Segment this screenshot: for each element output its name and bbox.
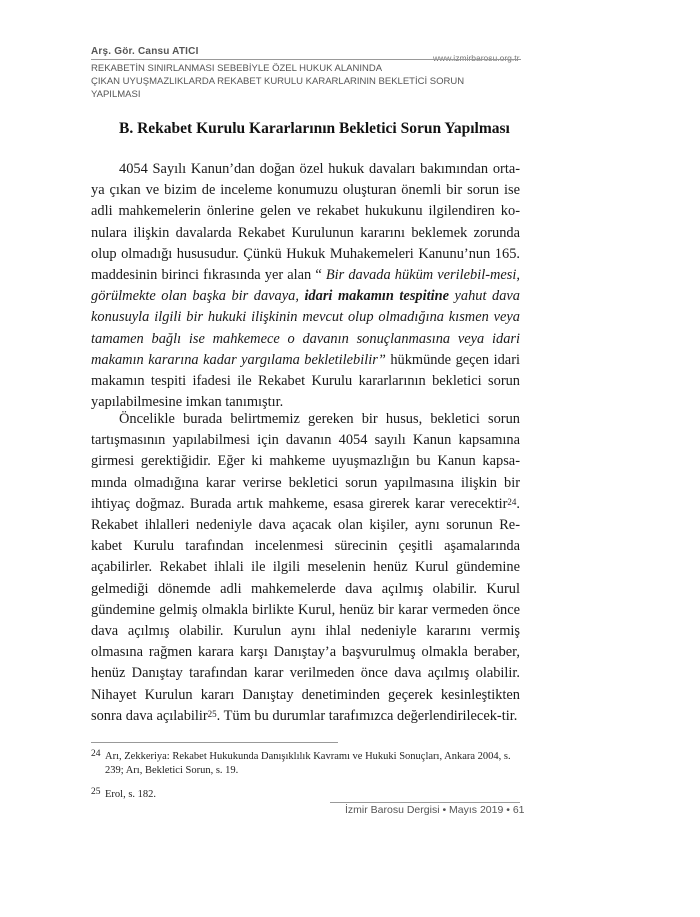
paragraph-text: . Rekabet ihlalleri nedeniyle dava açacak olan kişiler, aynı sorunun Re-kabet Kurulu tarafından incelenmesi sürecinin çeşitli aşamalarında açabilirler. Rekabet ihlali ile ilgili meselenin henüz Kurul gündemine gelmediği dönemde adli mahkemelerde dava açılmış olabilir. Kurul gündemine gelmiş olmakla birlikte Kurul, henüz bir karar vermeden önce dava açılmış olabilir. Kurulun aynı ihlal nedeniyle kararını vermiş olmasına rağmen karara karşı Danıştay’a başvurulmuş olmakla beraber, henüz Danıştay tarafından karar verilmeden önce dava açılmış olabilir. Nihayet Kurulun kararı Danıştay denetiminden geçerek kesinleştikten sonra dava açılabilir	[91, 495, 520, 724]
footer-rule	[330, 802, 520, 803]
paragraph-text: 4054 Sayılı Kanun’dan doğan özel hukuk davaları bakımından orta-ya çıkan ve bizim de inceleme konumuzu oluşturan önemli bir sorun ise adli mahkemelerin önlerine gelen ve rekabet hukukunu ilgilendiren ko-nulara ilişkin davalarda Rekabet Kurulunun kararını beklemek zorunda olup olmadığı hususudur. Çünkü Hukuk Muhakemeleri Kanunu’nun 165. maddesinin birinci fıkrasında yer alan “	[91, 161, 520, 284]
quote-italic: Bir davada hüküm verilebil-mesi, görülmekte olan başka bir davaya,	[91, 267, 520, 305]
footnote-number: 25	[91, 787, 101, 797]
footnote-ref[interactable]: 25	[207, 708, 217, 719]
header-url[interactable]: www.izmirbarosu.org.tr	[433, 53, 520, 63]
paragraph-text: Öncelikle burada belirtmemiz gereken bir husus, bekletici sorun tartışmasının yapılabilmesi için davanın 4054 sayılı Kanun kapsamına girmesi gerektiğidir. Eğer ki mahkeme uyuşmazlığın bu Kanun kapsa-mında olmadığına karar verirse bekletici sorun yapılmasına ilişkin bir ihtiyaç doğmaz. Burada artık mahkeme, esasa girerek karar verecektir	[91, 411, 520, 512]
paragraph-text: hükmünde geçen idari makamın tespiti ifadesi ile Rekabet Kurulu kararlarının bekletici sorun yapılabilmesine imkan tanımıştır.	[91, 351, 520, 411]
section-heading: B. Rekabet Kurulu Kararlarının Bekletici Sorun Yapılması	[119, 120, 510, 137]
footnote-number: 24	[91, 749, 101, 759]
quote-italic: yahut dava konusuyla ilgili bir hukuki ilişkinin mevcut olup olmadığına kısmen veya tamamen bağlı ise mahkemece o davanın sonuçlanmasına veya idari makamın kararına kadar yargılama bekletilebilir”	[91, 288, 520, 368]
footnote-text: Arı, Zekkeriya: Rekabet Hukukunda Danışıklılık Kavramı ve Hukuki Sonuçları, Ankara 2004, s. 239; Arı, Bekletici Sorun, s. 19.	[105, 751, 511, 776]
header-rule	[91, 59, 521, 60]
quote-bold-italic: idari makamın tespitine	[304, 288, 450, 305]
paragraph-2	[91, 409, 520, 727]
header-title-line: ÇIKAN UYUŞMAZLIKLARDA REKABET KURULU KARARLARININ BEKLETİCİ SORUN	[91, 76, 465, 87]
footnote	[91, 750, 531, 778]
header-title-line: YAPILMASI	[91, 89, 141, 100]
footnote-separator	[91, 742, 338, 743]
paragraph-1	[91, 159, 520, 413]
header-title-line: REKABETİN SINIRLANMASI SEBEBİYLE ÖZEL HUKUK ALANINDA	[91, 63, 383, 74]
header-author: Arş. Gör. Cansu ATICI	[91, 46, 199, 57]
footnote-ref[interactable]: 24	[507, 496, 517, 507]
footer-journal: İzmir Barosu Dergisi • Mayıs 2019 • 61	[345, 804, 525, 816]
paragraph-text: . Tüm bu durumlar tarafımızca değerlendirilecek-tir.	[216, 707, 518, 724]
header-title	[91, 62, 511, 101]
footnote-text: Erol, s. 182.	[105, 789, 157, 800]
footnote	[91, 788, 531, 802]
